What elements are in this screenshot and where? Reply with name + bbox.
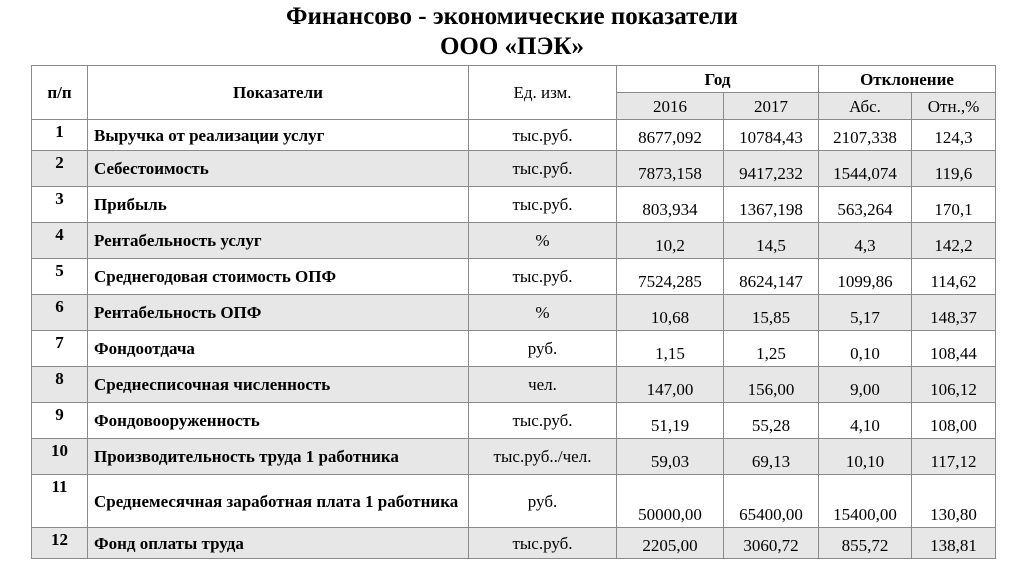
row-deviation-rel: 148,37 — [912, 295, 996, 331]
table-body — [32, 120, 996, 559]
row-deviation-abs: 855,72 — [819, 528, 912, 559]
row-number: 1 — [32, 120, 88, 151]
row-value-2017: 10784,43 — [724, 120, 819, 151]
row-deviation-abs: 4,10 — [819, 403, 912, 439]
row-deviation-rel: 170,1 — [912, 187, 996, 223]
row-value-2016: 2205,00 — [617, 528, 724, 559]
row-number: 10 — [32, 439, 88, 475]
table-row — [32, 403, 996, 439]
table-row — [32, 120, 996, 151]
header-num: п/п — [32, 66, 88, 120]
table-row — [32, 331, 996, 367]
row-indicator-name: Среднесписочная численность — [88, 367, 469, 403]
row-number: 5 — [32, 259, 88, 295]
row-value-2017: 156,00 — [724, 367, 819, 403]
row-unit: % — [469, 295, 617, 331]
row-value-2016: 1,15 — [617, 331, 724, 367]
row-deviation-abs: 0,10 — [819, 331, 912, 367]
row-value-2017: 55,28 — [724, 403, 819, 439]
table-row — [32, 295, 996, 331]
row-value-2016: 8677,092 — [617, 120, 724, 151]
row-unit: чел. — [469, 367, 617, 403]
header-unit: Ед. изм. — [469, 66, 617, 120]
row-value-2017: 15,85 — [724, 295, 819, 331]
row-deviation-rel: 119,6 — [912, 151, 996, 187]
row-unit: тыс.руб. — [469, 403, 617, 439]
row-value-2017: 65400,00 — [724, 475, 819, 528]
row-indicator-name: Среднегодовая стоимость ОПФ — [88, 259, 469, 295]
table-row — [32, 151, 996, 187]
row-value-2017: 9417,232 — [724, 151, 819, 187]
row-number: 2 — [32, 151, 88, 187]
row-indicator-name: Прибыль — [88, 187, 469, 223]
row-indicator-name: Себестоимость — [88, 151, 469, 187]
row-value-2016: 7873,158 — [617, 151, 724, 187]
row-deviation-rel: 106,12 — [912, 367, 996, 403]
page-title — [0, 2, 1024, 62]
row-value-2017: 69,13 — [724, 439, 819, 475]
row-deviation-abs: 9,00 — [819, 367, 912, 403]
row-number: 8 — [32, 367, 88, 403]
row-indicator-name: Рентабельность услуг — [88, 223, 469, 259]
row-number: 4 — [32, 223, 88, 259]
header-rel: Отн.,% — [912, 93, 996, 120]
row-value-2016: 10,68 — [617, 295, 724, 331]
row-value-2016: 7524,285 — [617, 259, 724, 295]
row-indicator-name: Фонд оплаты труда — [88, 528, 469, 559]
row-value-2017: 1367,198 — [724, 187, 819, 223]
table-row — [32, 187, 996, 223]
row-indicator-name: Фондовооруженность — [88, 403, 469, 439]
row-number: 6 — [32, 295, 88, 331]
row-number: 3 — [32, 187, 88, 223]
row-deviation-rel: 117,12 — [912, 439, 996, 475]
row-value-2017: 8624,147 — [724, 259, 819, 295]
row-deviation-abs: 4,3 — [819, 223, 912, 259]
row-unit: тыс.руб../чел. — [469, 439, 617, 475]
row-indicator-name: Фондоотдача — [88, 331, 469, 367]
row-unit: тыс.руб. — [469, 151, 617, 187]
table-row — [32, 475, 996, 528]
table-row — [32, 367, 996, 403]
row-number: 11 — [32, 475, 88, 528]
row-deviation-abs: 2107,338 — [819, 120, 912, 151]
table-row — [32, 259, 996, 295]
row-value-2017: 3060,72 — [724, 528, 819, 559]
row-value-2017: 1,25 — [724, 331, 819, 367]
row-deviation-rel: 142,2 — [912, 223, 996, 259]
row-deviation-rel: 108,44 — [912, 331, 996, 367]
title-line-2: ООО «ПЭК» — [439, 33, 585, 60]
row-value-2017: 14,5 — [724, 223, 819, 259]
row-number: 9 — [32, 403, 88, 439]
header-deviation: Отклонение — [819, 66, 996, 93]
row-deviation-abs: 10,10 — [819, 439, 912, 475]
row-number: 7 — [32, 331, 88, 367]
table-row — [32, 528, 996, 559]
row-unit: руб. — [469, 475, 617, 528]
row-indicator-name: Среднемесячная заработная плата 1 работника — [88, 475, 469, 528]
header-indicator: Показатели — [88, 66, 469, 120]
row-deviation-rel: 124,3 — [912, 120, 996, 151]
row-value-2016: 59,03 — [617, 439, 724, 475]
row-deviation-abs: 1544,074 — [819, 151, 912, 187]
row-value-2016: 51,19 — [617, 403, 724, 439]
header-2016: 2016 — [617, 93, 724, 120]
row-value-2016: 803,934 — [617, 187, 724, 223]
row-deviation-abs: 1099,86 — [819, 259, 912, 295]
row-value-2016: 10,2 — [617, 223, 724, 259]
row-indicator-name: Производительность труда 1 работника — [88, 439, 469, 475]
row-unit: тыс.руб. — [469, 187, 617, 223]
row-unit: % — [469, 223, 617, 259]
row-unit: тыс.руб. — [469, 120, 617, 151]
header-2017: 2017 — [724, 93, 819, 120]
row-value-2016: 147,00 — [617, 367, 724, 403]
title-line-1: Финансово - экономические показатели — [286, 3, 738, 30]
row-deviation-rel: 108,00 — [912, 403, 996, 439]
row-unit: тыс.руб. — [469, 528, 617, 559]
row-number: 12 — [32, 528, 88, 559]
row-deviation-abs: 5,17 — [819, 295, 912, 331]
table-row — [32, 223, 996, 259]
row-unit: тыс.руб. — [469, 259, 617, 295]
header-abs: Абс. — [819, 93, 912, 120]
row-indicator-name: Рентабельность ОПФ — [88, 295, 469, 331]
row-indicator-name: Выручка от реализации услуг — [88, 120, 469, 151]
header-year: Год — [617, 66, 819, 93]
row-deviation-rel: 114,62 — [912, 259, 996, 295]
indicators-table — [31, 65, 996, 559]
row-deviation-abs: 15400,00 — [819, 475, 912, 528]
row-deviation-rel: 138,81 — [912, 528, 996, 559]
table-row — [32, 439, 996, 475]
row-deviation-rel: 130,80 — [912, 475, 996, 528]
row-unit: руб. — [469, 331, 617, 367]
row-deviation-abs: 563,264 — [819, 187, 912, 223]
row-value-2016: 50000,00 — [617, 475, 724, 528]
